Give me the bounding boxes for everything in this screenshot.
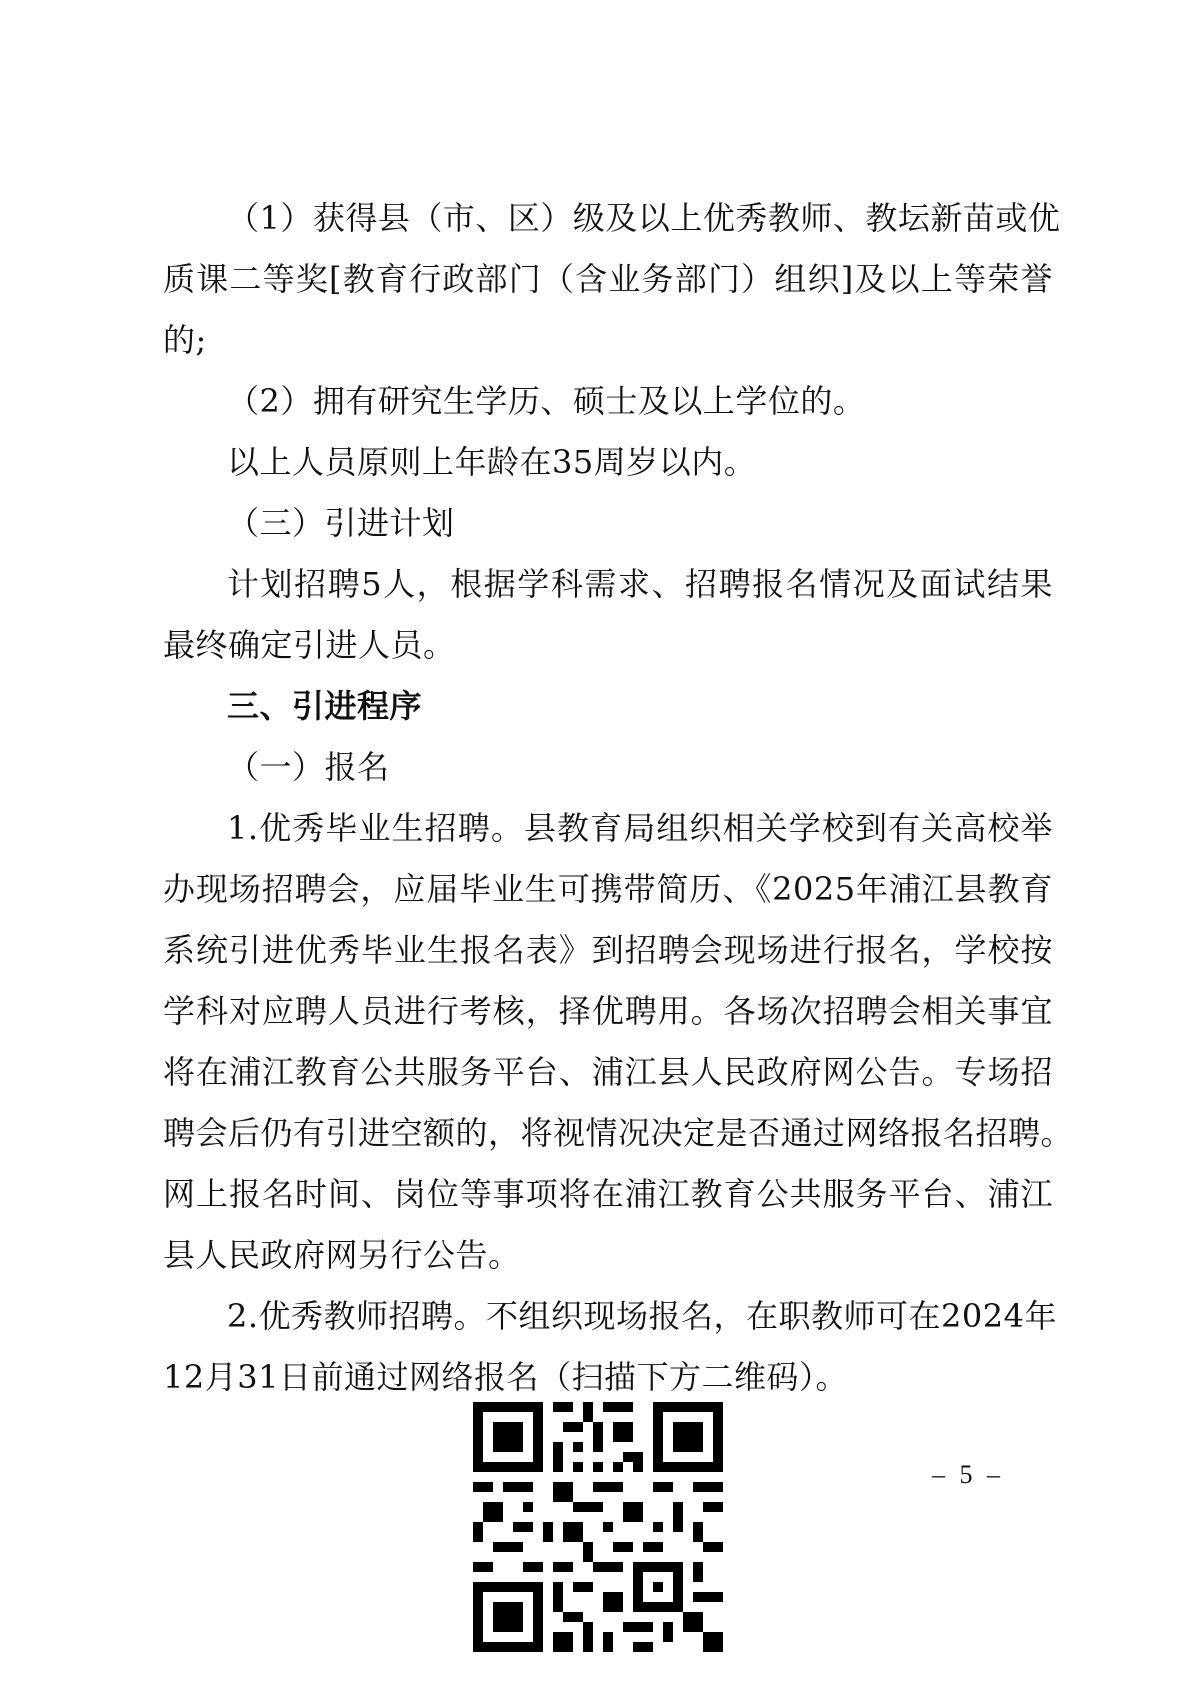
text-line: 2.优秀教师招聘。不组织现场报名，在职教师可在2024年: [227, 1297, 1057, 1335]
section-heading: 三、引进程序: [227, 687, 423, 725]
text-line: 学科对应聘人员进行考核，择优聘用。各场次招聘会相关事宜: [163, 992, 1053, 1030]
text-line: （1）获得县（市、区）级及以上优秀教师、教坛新苗或优: [227, 199, 1061, 237]
text-line: 以上人员原则上年龄在35周岁以内。: [227, 443, 757, 481]
text-line: 质课二等奖[教育行政部门（含业务部门）组织]及以上等荣誉: [163, 260, 1053, 298]
text-line: 将在浦江教育公共服务平台、浦江县人民政府网公告。专场招: [163, 1053, 1053, 1091]
text-line: 系统引进优秀毕业生报名表》到招聘会现场进行报名，学校按: [163, 931, 1053, 969]
text-line: 1.优秀毕业生招聘。县教育局组织相关学校到有关高校举: [227, 809, 1053, 847]
body-text: [163, 188, 1074, 1408]
subsection-heading: （三）引进计划: [227, 504, 455, 542]
text-line: 计划招聘5人，根据学科需求、招聘报名情况及面试结果: [227, 565, 1053, 603]
text-line: （2）拥有研究生学历、硕士及以上学位的。: [227, 382, 866, 420]
text-line: 办现场招聘会，应届毕业生可携带简历、《2025年浦江县教育: [163, 870, 1053, 908]
text-line: 的;: [163, 321, 207, 359]
text-line: 聘会后仍有引进空额的，将视情况决定是否通过网络报名招聘。: [163, 1114, 1074, 1152]
text-line: 县人民政府网另行公告。: [163, 1236, 521, 1274]
text-line: 网上报名时间、岗位等事项将在浦江教育公共服务平台、浦江: [163, 1175, 1053, 1213]
subsection-heading: （一）报名: [227, 748, 390, 786]
text-line: 12月31日前通过网络报名（扫描下方二维码）。: [163, 1358, 848, 1396]
qr-code-icon[interactable]: [473, 1402, 723, 1652]
page-number: – 5 –: [932, 1460, 1004, 1489]
text-line: 最终确定引进人员。: [163, 626, 456, 664]
